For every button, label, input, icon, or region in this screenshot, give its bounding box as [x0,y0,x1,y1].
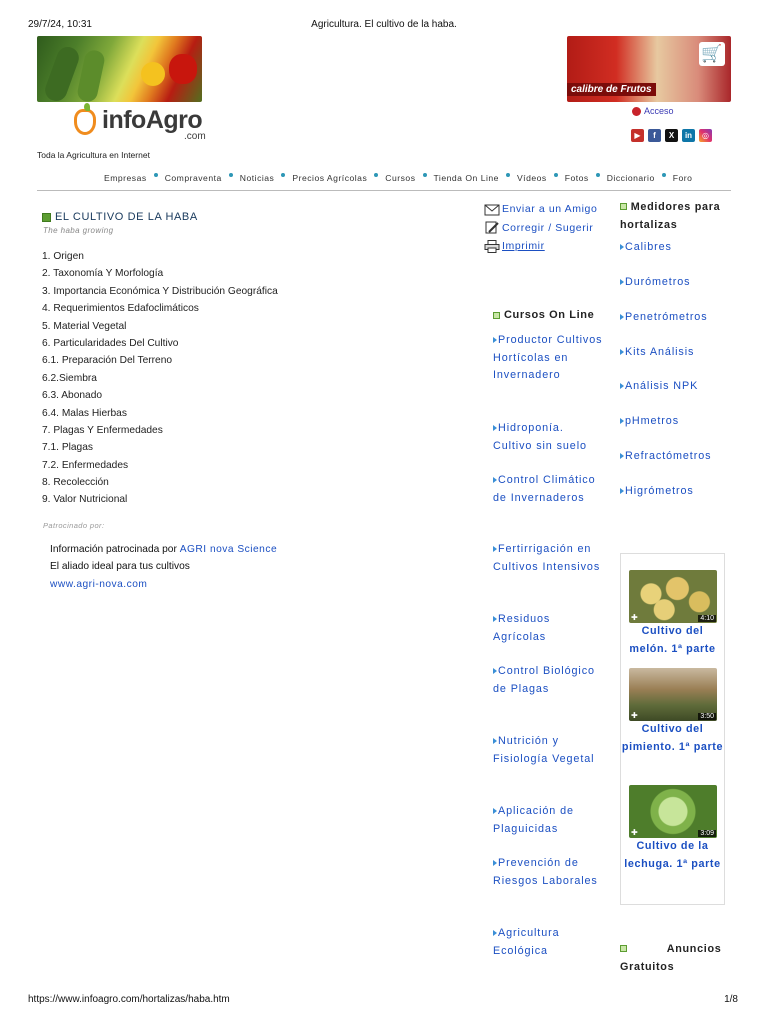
meter-link[interactable] [620,311,708,323]
course-link-label: Hidroponía. Cultivo sin suelo [493,422,587,452]
arrow-bullet-icon [493,930,497,936]
sponsor-slogan: El aliado ideal para tus cultivos [50,561,190,573]
arrow-bullet-icon [493,668,497,674]
meters-heading [620,199,735,234]
vegetables-banner-image[interactable] [37,36,202,102]
arrow-bullet-icon [620,314,624,320]
arrow-bullet-icon [620,244,624,250]
toc-item[interactable]: 6.1. Preparación Del Terreno [42,355,173,367]
courses-heading-text: Cursos On Line [504,309,595,321]
courses-heading [493,309,594,321]
video-title-lettuce[interactable]: Cultivo de la lechuga. 1ª parte [624,840,721,870]
linkedin-icon[interactable]: in [682,129,695,142]
printer-icon [484,240,500,253]
nav-link[interactable]: Noticias [239,173,275,183]
course-link-label: Aplicación de Plaguicidas [493,805,574,835]
nav-separator-dot [229,173,233,177]
send-to-friend-link[interactable] [484,200,597,219]
arrow-bullet-icon [493,808,497,814]
toc-item[interactable]: 6.3. Abonado [42,390,103,402]
print-link[interactable] [484,237,597,256]
course-link[interactable] [493,420,605,455]
course-link-label: Control Climático de Invernaderos [493,474,596,504]
arrow-bullet-icon [620,349,624,355]
calibre-ad-banner[interactable] [567,36,731,102]
nav-divider [37,190,731,191]
site-tagline: Toda la Agricultura en Internet [37,150,150,160]
video-thumbnail-lettuce[interactable] [629,785,717,838]
ads-heading-text: Anuncios Gratuitos [620,943,722,973]
sponsor-url-link[interactable]: www.agri-nova.com [50,578,148,590]
free-ads-heading[interactable] [620,941,728,976]
shopping-cart-icon: 🛒 [699,42,725,66]
table-of-contents [42,248,278,509]
nav-link[interactable]: Vídeos [516,173,547,183]
nav-link[interactable]: Foro [672,173,693,183]
meter-link[interactable] [620,346,694,358]
article-title-text: EL CULTIVO DE LA HABA [55,211,198,223]
print-url: https://www.infoagro.com/hortalizas/haba.htm [28,994,230,1005]
correct-suggest-link[interactable] [484,219,597,238]
infoagro-logo[interactable] [74,106,224,142]
meter-link[interactable] [620,485,694,497]
toc-item[interactable]: 7.2. Enfermedades [42,459,129,471]
arrow-bullet-icon [620,279,624,285]
sponsor-intro: Información patrocinada por [50,544,177,555]
meter-link-label: pHmetros [625,415,679,427]
logo-text: infoAgro [102,106,203,134]
course-link-label: Fertirrigación en Cultivos Intensivos [493,543,601,573]
edit-pencil-icon [484,221,500,234]
course-link-label: Productor Cultivos Hortícolas en Invernadero [493,334,603,381]
nav-separator-dot [374,173,378,177]
meter-link-label: Kits Análisis [625,346,695,358]
course-link-label: Control Biológico de Plagas [493,665,595,695]
nav-link[interactable]: Empresas [104,173,147,183]
envelope-icon [484,203,500,216]
meter-link[interactable] [620,241,672,253]
arrow-bullet-icon [493,860,497,866]
main-nav [104,173,692,183]
arrow-bullet-icon [493,616,497,622]
arrow-bullet-icon [493,738,497,744]
ad-caption: calibre de Frutos [567,83,656,96]
course-link[interactable] [493,332,605,385]
expand-icon: ✚ [631,828,638,837]
login-link[interactable] [632,106,674,116]
article-tools [484,200,597,256]
send-label: Enviar a un Amigo [502,203,598,215]
sponsor-label: Patrocinado por: [43,521,105,530]
article-subtitle: The haba growing [43,226,114,235]
meter-link[interactable] [620,380,698,392]
meter-link-label: Calibres [625,241,672,253]
print-doc-title: Agricultura. El cultivo de la haba. [311,19,457,30]
toc-item[interactable]: 7. Plagas Y Enfermedades [42,424,163,436]
meter-link-label: Penetrómetros [625,311,708,323]
course-link-label: Prevención de Riesgos Laborales [493,857,598,887]
course-link[interactable] [493,541,605,576]
arrow-bullet-icon [493,477,497,483]
nav-link[interactable]: Fotos [564,173,589,183]
facebook-icon[interactable]: f [648,129,661,142]
instagram-icon[interactable]: ◎ [699,129,712,142]
toc-item[interactable]: 3. Importancia Económica Y Distribución Geográfica [42,285,278,297]
meter-link-label: Análisis NPK [625,380,699,392]
print-datetime: 29/7/24, 10:31 [28,19,92,30]
arrow-bullet-icon [620,418,624,424]
course-link[interactable] [493,611,605,646]
toc-item[interactable]: 6.2.Siembra [42,372,97,384]
apple-logo-icon [74,109,96,135]
expand-icon: ✚ [631,711,638,720]
print-label: Imprimir [502,240,545,252]
nav-separator-dot [554,173,558,177]
nav-separator-dot [154,173,158,177]
toc-item[interactable]: 4. Requerimientos Edafoclimáticos [42,303,199,315]
arrow-bullet-icon [493,425,497,431]
logo-domain: .com [184,131,206,142]
video-duration: 3:50 [700,713,714,720]
print-page-number: 1/8 [724,994,738,1005]
toc-item[interactable]: 7.1. Plagas [42,442,93,454]
arrow-bullet-icon [493,337,497,343]
toc-item[interactable]: 8. Recolección [42,477,109,489]
video-duration: 3:09 [700,830,714,837]
arrow-bullet-icon [620,488,624,494]
section-bullet-icon [620,203,627,210]
nav-separator-dot [423,173,427,177]
video-thumbnail-pepper[interactable] [629,668,717,721]
login-label: Acceso [644,106,674,116]
section-bullet-icon [42,213,51,222]
meter-link-label: Durómetros [625,276,691,288]
course-link[interactable] [493,733,605,768]
course-link-label: Agricultura Ecológica [493,927,560,957]
arrow-bullet-icon [493,546,497,552]
meters-heading-text: Medidores para hortalizas [620,201,721,231]
video-thumbnail-melon[interactable] [629,570,717,623]
youtube-icon[interactable]: ▶ [631,129,644,142]
correct-label: Corregir / Sugerir [502,221,594,234]
toc-item[interactable]: 6.4. Malas Hierbas [42,407,127,419]
nav-separator-dot [596,173,600,177]
arrow-bullet-icon [620,383,624,389]
course-link-label: Residuos Agrícolas [493,613,551,643]
nav-link[interactable]: Precios Agrícolas [292,173,368,183]
sponsor-name-link[interactable]: AGRI nova Science [179,544,278,555]
video-title-melon[interactable]: Cultivo del melón. 1ª parte [629,625,716,655]
meter-link[interactable] [620,276,690,288]
section-bullet-icon [493,312,500,319]
section-bullet-icon [620,945,627,952]
course-link[interactable] [493,925,605,960]
article-title [42,211,198,223]
toc-item[interactable]: 1. Origen [42,251,84,262]
meter-link[interactable] [620,450,711,462]
toc-item[interactable]: 5. Material Vegetal [42,320,127,332]
nav-separator-dot [662,173,666,177]
nav-link[interactable]: Compraventa [164,173,222,183]
arrow-bullet-icon [620,453,624,459]
social-links [631,129,712,142]
meter-link-label: Refractómetros [625,450,712,462]
meter-link[interactable] [620,415,679,427]
course-link[interactable] [493,803,605,838]
x-icon[interactable]: X [665,129,678,142]
toc-item[interactable]: 6. Particularidades Del Cultivo [42,337,179,349]
toc-item[interactable]: 9. Valor Nutricional [42,494,128,506]
course-link[interactable] [493,663,605,698]
nav-link[interactable]: Diccionario [606,173,655,183]
nav-link[interactable]: Cursos [385,173,416,183]
course-link-label: Nutrición y Fisiología Vegetal [493,735,595,765]
nav-separator-dot [281,173,285,177]
video-duration: 4:10 [700,615,714,622]
nav-separator-dot [506,173,510,177]
user-icon [632,107,641,116]
toc-item[interactable]: 2. Taxonomía Y Morfología [42,268,164,280]
video-title-pepper[interactable]: Cultivo del pimiento. 1ª parte [621,723,724,753]
meter-link-label: Higrómetros [625,485,694,497]
expand-icon: ✚ [631,613,638,622]
course-link[interactable] [493,472,605,507]
videos-panel [620,553,725,905]
course-link[interactable] [493,855,605,890]
nav-link[interactable]: Tienda On Line [433,173,499,183]
sponsor-block [50,541,277,593]
